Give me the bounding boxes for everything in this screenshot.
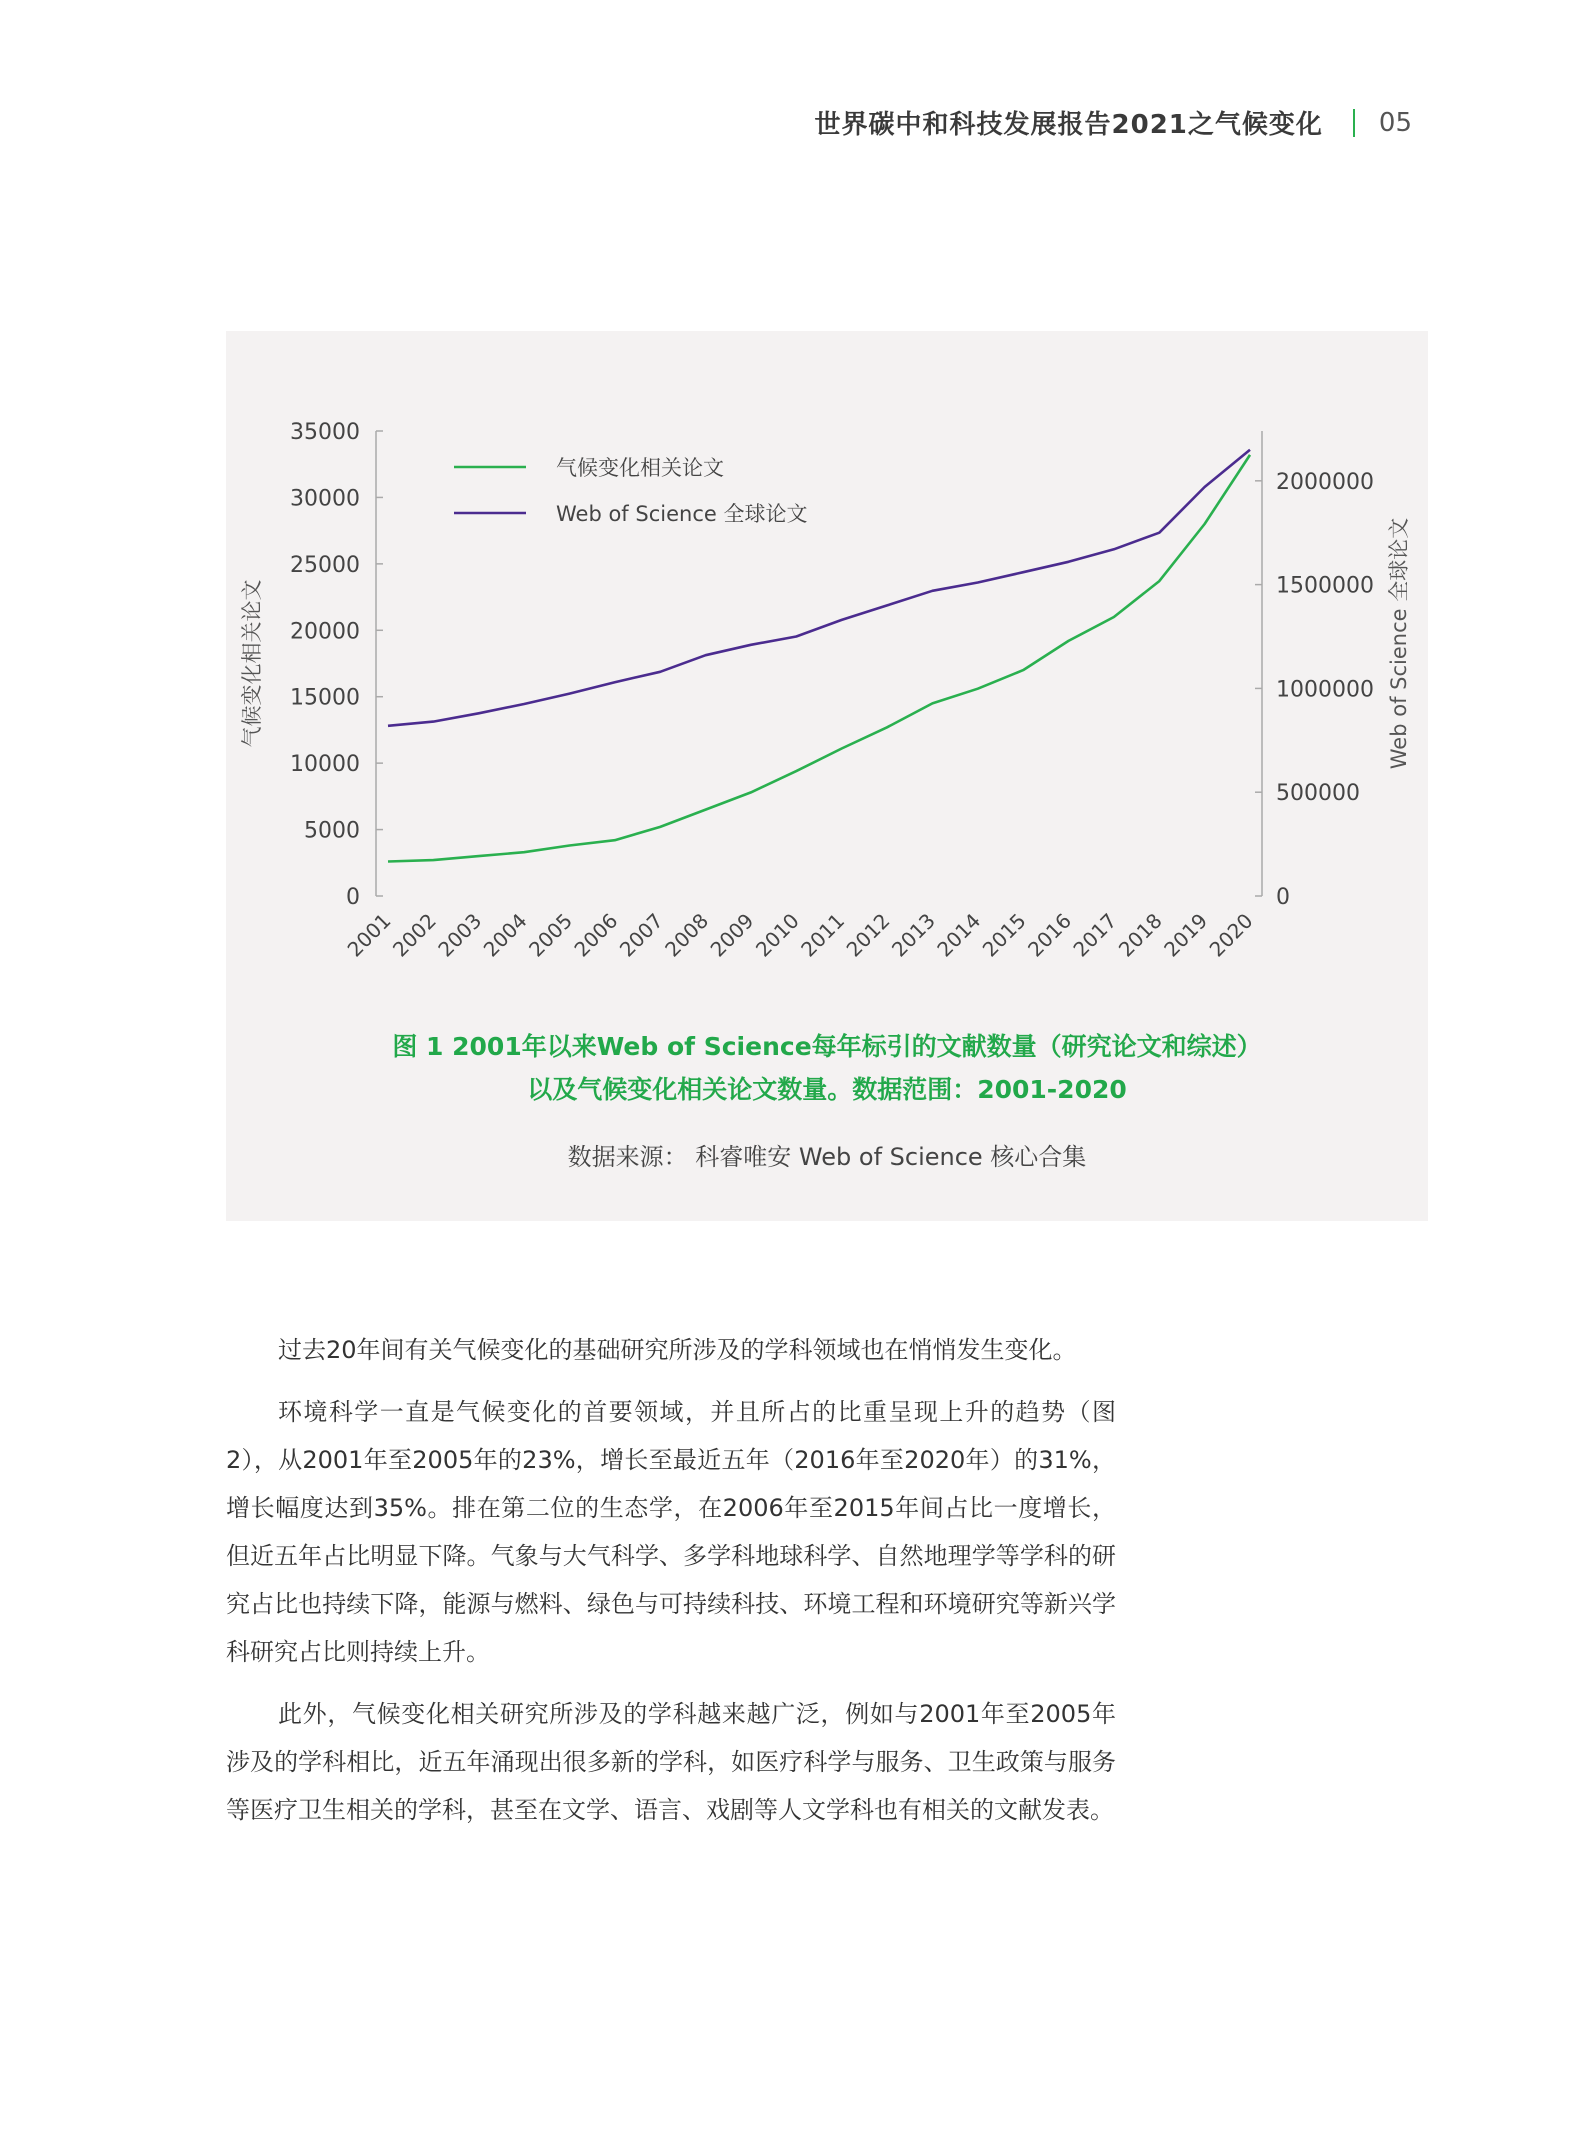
right-tick-label: 2000000	[1276, 469, 1374, 495]
left-axis-title: 气候变化相关论文	[240, 579, 264, 748]
series-line-1	[388, 455, 1250, 862]
page-header	[815, 104, 1412, 141]
x-tick-label: 2004	[478, 908, 532, 962]
body-text	[226, 1326, 1116, 1848]
x-tick-label: 2005	[524, 908, 578, 962]
x-tick-label: 2012	[841, 908, 895, 962]
legend-label: Web of Science 全球论文	[556, 502, 808, 526]
x-tick-label: 2009	[705, 908, 759, 962]
figure-caption-line1: 图 1 2001年以来Web of Science每年标引的文献数量（研究论文和综述）	[392, 1032, 1262, 1061]
figure-source: 数据来源： 科睿唯安 Web of Science 核心合集	[567, 1143, 1087, 1171]
series-line-2	[388, 450, 1250, 726]
left-tick-label: 10000	[290, 752, 360, 778]
left-tick-label: 15000	[290, 685, 360, 711]
header-divider	[1353, 109, 1355, 137]
x-tick-label: 2016	[1023, 908, 1077, 962]
right-tick-label: 1000000	[1276, 677, 1374, 703]
figure-caption-line2: 以及气候变化相关论文数量。数据范围：2001-2020	[527, 1075, 1127, 1104]
right-axis-title: Web of Science 全球论文	[1387, 517, 1411, 770]
paragraph: 过去20年间有关气候变化的基础研究所涉及的学科领域也在悄悄发生变化。	[278, 1336, 1077, 1364]
paragraph: 环境科学一直是气候变化的首要领域，并且所占的比重呈现上升的趋势（图2），从2001年至2005年的23%，增长至最近五年（2016年至2020年）的31%，增长幅度达到35%。排在第二位的生态学，在2006年至2015年间占比一度增长，但近五年占比明显下降。气象与大气科学、多学科地球科学、自然地理学等学科的研究占比也持续下降，能源与燃料、绿色与可持续科技、环境工程和环境研究等新兴学科研究占比则持续上升。	[226, 1398, 1116, 1666]
x-tick-label: 2010	[750, 908, 804, 962]
right-tick-label: 0	[1276, 885, 1290, 910]
x-tick-label: 2008	[660, 908, 714, 962]
left-tick-label: 30000	[290, 486, 360, 512]
left-tick-label: 20000	[290, 619, 360, 645]
left-tick-label: 5000	[304, 818, 360, 844]
x-tick-label: 2006	[569, 908, 623, 962]
x-tick-label: 2017	[1068, 908, 1122, 962]
left-tick-label: 25000	[290, 552, 360, 578]
x-tick-label: 2018	[1113, 908, 1167, 962]
x-tick-label: 2020	[1204, 908, 1258, 962]
x-tick-label: 2001	[342, 908, 396, 962]
figure-panel	[226, 331, 1428, 1221]
report-title: 世界碳中和科技发展报告2021之气候变化	[814, 110, 1323, 140]
x-tick-label: 2002	[387, 908, 441, 962]
left-tick-label: 35000	[290, 420, 360, 445]
x-tick-label: 2013	[886, 908, 940, 962]
line-chart	[226, 331, 1428, 1021]
x-tick-label: 2014	[932, 908, 986, 962]
x-tick-label: 2011	[796, 908, 850, 962]
paragraph: 此外，气候变化相关研究所涉及的学科越来越广泛，例如与2001年至2005年涉及的学科相比，近五年涌现出很多新的学科，如医疗科学与服务、卫生政策与服务等医疗卫生相关的学科，甚至在文学、语言、戏剧等人文学科也有相关的文献发表。	[226, 1700, 1116, 1824]
left-tick-label: 0	[346, 885, 360, 910]
legend-label: 气候变化相关论文	[556, 456, 724, 480]
x-tick-label: 2007	[614, 908, 668, 962]
right-tick-label: 500000	[1276, 781, 1360, 807]
x-tick-label: 2015	[977, 908, 1031, 962]
right-tick-label: 1500000	[1276, 573, 1374, 599]
x-tick-label: 2003	[433, 908, 487, 962]
x-tick-label: 2019	[1159, 908, 1213, 962]
page-number: 05	[1378, 107, 1412, 138]
